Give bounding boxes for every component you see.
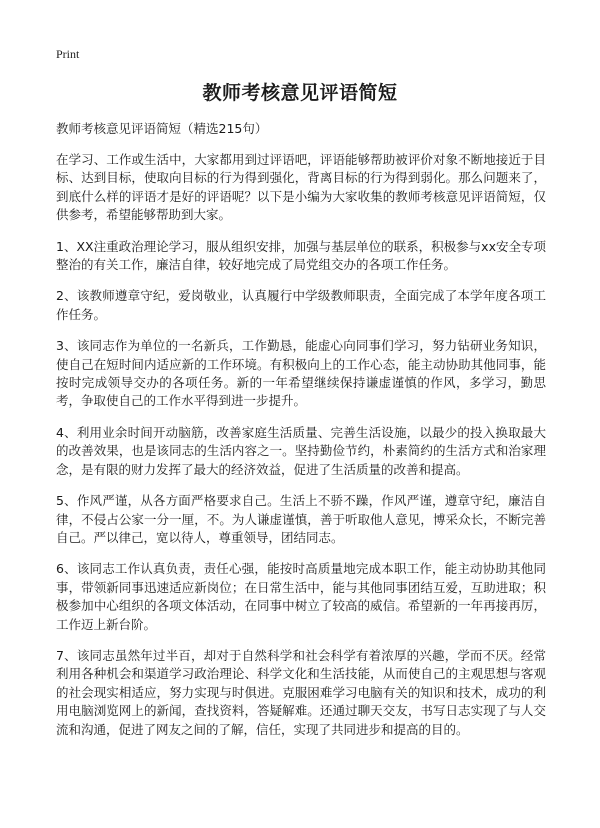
- print-link[interactable]: Print: [56, 47, 80, 61]
- document-body: [56, 151, 546, 752]
- comment-paragraph-5: 5、作风严谨，从各方面严格要求自己。生活上不骄不躁，作风严谨，遵章守纪，廉洁自律，不侵占公家一分一厘，不。为人谦虚谨慎，善于听取他人意见，博采众长，不断完善自己。严以律己，宽以待人，尊重领导，团结同志。: [56, 493, 546, 545]
- comment-paragraph-1: 1、XX注重政治理论学习，服从组织安排，加强与基层单位的联系，积极参与xx安全专项整治的有关工作，廉洁自律，较好地完成了局党组交办的各项工作任务。: [56, 238, 546, 273]
- comment-paragraph-2: 2、该教师遵章守纪，爱岗敬业，认真履行中学级教师职责，全面完成了本学年度各项工作任务。: [56, 288, 546, 322]
- comment-paragraph-3: 3、该同志作为单位的一名新兵，工作勤恳，能虚心向同事们学习，努力钻研业务知识，使自己在短时间内适应新的工作环境。有积极向上的工作心态，能主动协助其他同事，能按时完成领导交办的各项任务。新的一年希望继续保持谦虚谨慎的作风，多学习，勤思考，争取使自己的工作水平得到进一步提升。: [56, 338, 546, 409]
- comment-paragraph-4: 4、利用业余时间开动脑筋，改善家庭生活质量、完善生活设施，以最少的投入换取最大的改善效果，也是该同志的生活内容之一。坚持勤俭节约，朴素简约的生活方式和治家理念，是有限的财力发挥了最大的经济效益，促进了生活质量的改善和提高。: [56, 424, 546, 477]
- comment-paragraph-6: 6、该同志工作认真负责，责任心强，能按时高质量地完成本职工作，能主动协助其他同事，带领新同事迅速适应新岗位；在日常生活中，能与其他同事团结互爱，互助进取；积极参加中心组织的各项文体活动，在同事中树立了较高的威信。希望新的一年再接再厉，工作迈上新台阶。: [56, 561, 546, 632]
- document-title: 教师考核意见评语简短: [202, 82, 398, 104]
- comment-paragraph-7: 7、该同志虽然年过半百，却对于自然科学和社会科学有着浓厚的兴趣，学而不厌。经常利用各种机会和渠道学习政治理论、科学文化和生活技能，从而使自己的主观思想与客观的社会现实相适应，努力实现与时俱进。克服困难学习电脑有关的知识和技术，成功的利用电脑浏览网上的新闻，查找资料，答疑解难。还通过聊天交友，书写日志实现了与人交流和沟通，促进了网友之间的了解，信任，实现了共同进步和提高的目的。: [56, 647, 546, 737]
- document-subtitle: 教师考核意见评语简短（精选215句）: [56, 121, 268, 136]
- intro-paragraph: 在学习、工作或生活中，大家都用到过评语吧，评语能够帮助被评价对象不断地接近于目标、达到目标，使取向目标的行为得到强化，背离目标的行为得到弱化。那么问题来了，到底什么样的评语才是好的评语呢？以下是小编为大家收集的教师考核意见评语简短，仅供参考，希望能够帮助到大家。: [56, 152, 546, 223]
